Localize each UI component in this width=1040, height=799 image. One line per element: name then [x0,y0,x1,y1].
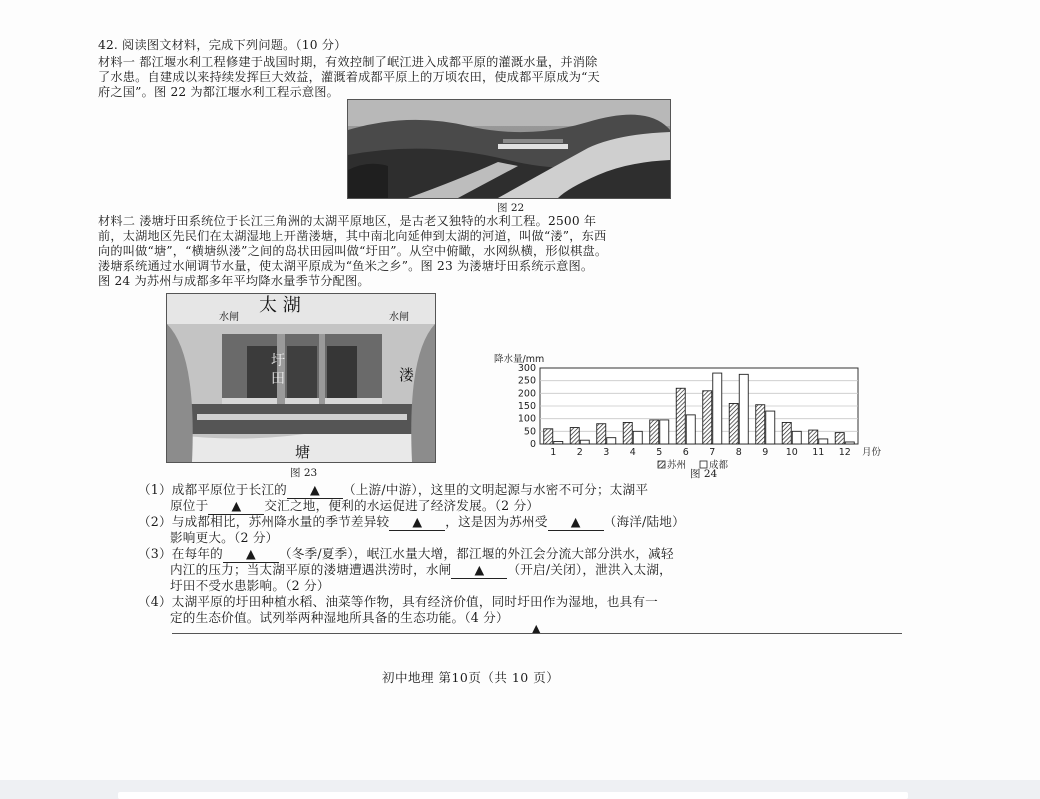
bar-chengdu [845,442,854,444]
subquestion-4-line-1: （4）太湖平原的圩田种植水稻、油菜等作物，具有经济价值，同时圩田作为湿地，也具有一 [138,594,658,609]
precipitation-chart-svg [488,352,888,470]
bar-chengdu [739,374,748,444]
bar-chengdu [554,441,563,444]
lou-tang-diagram [166,293,436,463]
q4-answer-marker[interactable]: ▲ [532,622,541,635]
q1-text-c: 原位于 [170,498,209,513]
x-tick-label: 4 [629,447,636,458]
subquestion-1-line-1 [138,482,648,499]
q2-text-b: ，这是因为苏州受 [445,514,548,529]
page-footer: 初中地理 第10页（共 10 页） [382,670,560,685]
q1-text-b: （上游/中游），这里的文明起源与水密不可分；太湖平 [342,482,649,497]
x-tick-label: 2 [576,447,583,458]
dujiangyan-photo [347,99,671,199]
x-tick-label: 1 [550,447,557,458]
question-header: 42. 阅读图文材料，完成下列问题。（10 分） [98,38,347,52]
material1-line-2: 了水患。自建成以来持续发挥巨大效益，灌溉着成都平原上的万顷农田，使成都平原成为“天 [98,70,600,84]
viewer-scroll-strip[interactable] [118,792,908,799]
bar-chengdu [713,373,722,444]
q1-answer-blank-1[interactable]: ▲ [287,482,343,499]
bar-chengdu [819,439,828,444]
bar-suzhou [756,405,765,444]
material2-line-1: 材料二 溇塘圩田系统位于长江三角洲的太湖平原地区，是古老又独特的水利工程。2500 年 [98,214,597,228]
x-axis-label: 月份 [862,447,882,458]
material2-line-5: 图 24 为苏州与成都多年平均降水量季节分配图。 [98,274,370,288]
material2-line-3: 向的叫做“塘”，“横塘纵溇”之间的岛状田园叫做“圩田”。从空中俯瞰，水网纵横，形似棋盘。 [98,244,608,258]
bar-chengdu [792,431,801,444]
bar-suzhou [570,428,579,444]
bar-chengdu [607,438,616,444]
subquestion-3-line-2 [170,562,672,579]
bar-suzhou [597,424,606,444]
q3-text-c: 内江的压力；当太湖平原的溇塘遭遇洪涝时，水闸 [170,562,452,577]
subquestion-2-line-2: 影响更大。（2 分） [170,530,279,545]
bar-suzhou [809,430,818,444]
q3-text-b: （冬季/夏季），岷江水量大增，都江堰的外江会分流大部分洪水，减轻 [278,546,674,561]
y-axis-label: 降水量/mm [494,354,545,365]
bar-suzhou [729,403,738,444]
material2-line-2: 前，太湖地区先民们在太湖湿地上开凿溇塘，其中南北向延伸到太湖的河道，叫做“溇”，东西 [98,229,607,243]
q1-answer-blank-2[interactable]: ▲ [208,498,264,515]
x-tick-label: 5 [656,447,663,458]
bar-chengdu [660,420,669,444]
material1-line-3: 府之国”。图 22 为都江堰水利工程示意图。 [98,85,340,99]
label-gate-left: 水闸 [219,312,239,323]
bar-chengdu [686,415,695,444]
y-tick-label: 50 [523,426,536,438]
y-tick-label: 250 [517,375,536,387]
legend-label: 苏州 [667,460,687,470]
x-tick-label: 10 [785,447,798,458]
q2-text-c: （海洋/陆地） [603,514,685,529]
y-tick-label: 0 [529,439,536,450]
label-tang: 塘 [295,443,311,461]
x-tick-label: 9 [762,447,769,458]
y-tick-label: 200 [517,388,536,400]
q3-answer-blank-2[interactable]: ▲ [451,562,507,579]
subquestion-1-line-2 [170,498,539,515]
subquestion-3-line-1 [138,546,674,563]
q1-text-d: 交汇之地，便利的水运促进了经济发展。（2 分） [264,498,540,513]
subquestion-4-line-2: 定的生态价值。试列举两种湿地所具备的生态功能。（4 分） [170,610,509,625]
bar-suzhou [782,422,791,444]
fig23-caption: 图 23 [290,467,318,479]
bar-suzhou [623,422,632,444]
bar-suzhou [676,388,685,444]
label-gate-right: 水闸 [389,312,409,323]
bar-suzhou [544,429,553,444]
y-tick-label: 100 [517,413,536,425]
x-tick-label: 11 [812,447,825,458]
bar-chengdu [580,440,589,444]
material1-line-1: 材料一 都江堰水利工程修建于战国时期，有效控制了岷江进入成都平原的灌溉水量，并消除 [98,55,598,69]
viewer-bottom-bar [0,780,1040,799]
legend-label: 成都 [709,460,729,470]
subquestion-3-line-3: 圩田不受水患影响。（2 分） [170,578,330,593]
bar-suzhou [650,420,659,444]
answer-line[interactable] [172,633,902,634]
q2-answer-blank-1[interactable]: ▲ [389,514,445,531]
x-tick-label: 7 [709,447,716,458]
label-lou: 溇 [399,366,415,384]
y-tick-label: 300 [517,363,536,374]
q3-answer-blank-1[interactable]: ▲ [223,546,279,563]
x-tick-label: 6 [682,447,689,458]
fig24-caption: 图 24 [690,468,718,480]
x-tick-label: 12 [838,447,851,458]
q1-text-a: （1）成都平原位于长江的 [138,482,287,497]
bar-chengdu [766,411,775,444]
x-tick-label: 3 [603,447,610,458]
subquestion-2-line-1 [138,514,685,531]
label-lake: 太 湖 [259,295,301,316]
precipitation-chart [488,352,888,470]
bar-suzhou [703,391,712,444]
material2-line-4: 溇塘系统通过水闸调节水量，使太湖平原成为“鱼米之乡”。图 23 为溇塘圩田系统示意图。 [98,259,594,273]
bar-suzhou [835,433,844,444]
q3-text-a: （3）在每年的 [138,546,223,561]
legend-swatch [658,461,665,468]
bar-chengdu [633,431,642,444]
q3-text-d: （开启/关闭），泄洪入太湖， [507,562,672,577]
x-tick-label: 8 [735,447,742,458]
y-tick-label: 150 [517,401,536,412]
q2-answer-blank-2[interactable]: ▲ [548,514,604,531]
label-field: 圩田 [271,353,285,387]
fig22-caption: 图 22 [497,202,525,214]
q2-text-a: （2）与成都相比，苏州降水量的季节差异较 [138,514,390,529]
